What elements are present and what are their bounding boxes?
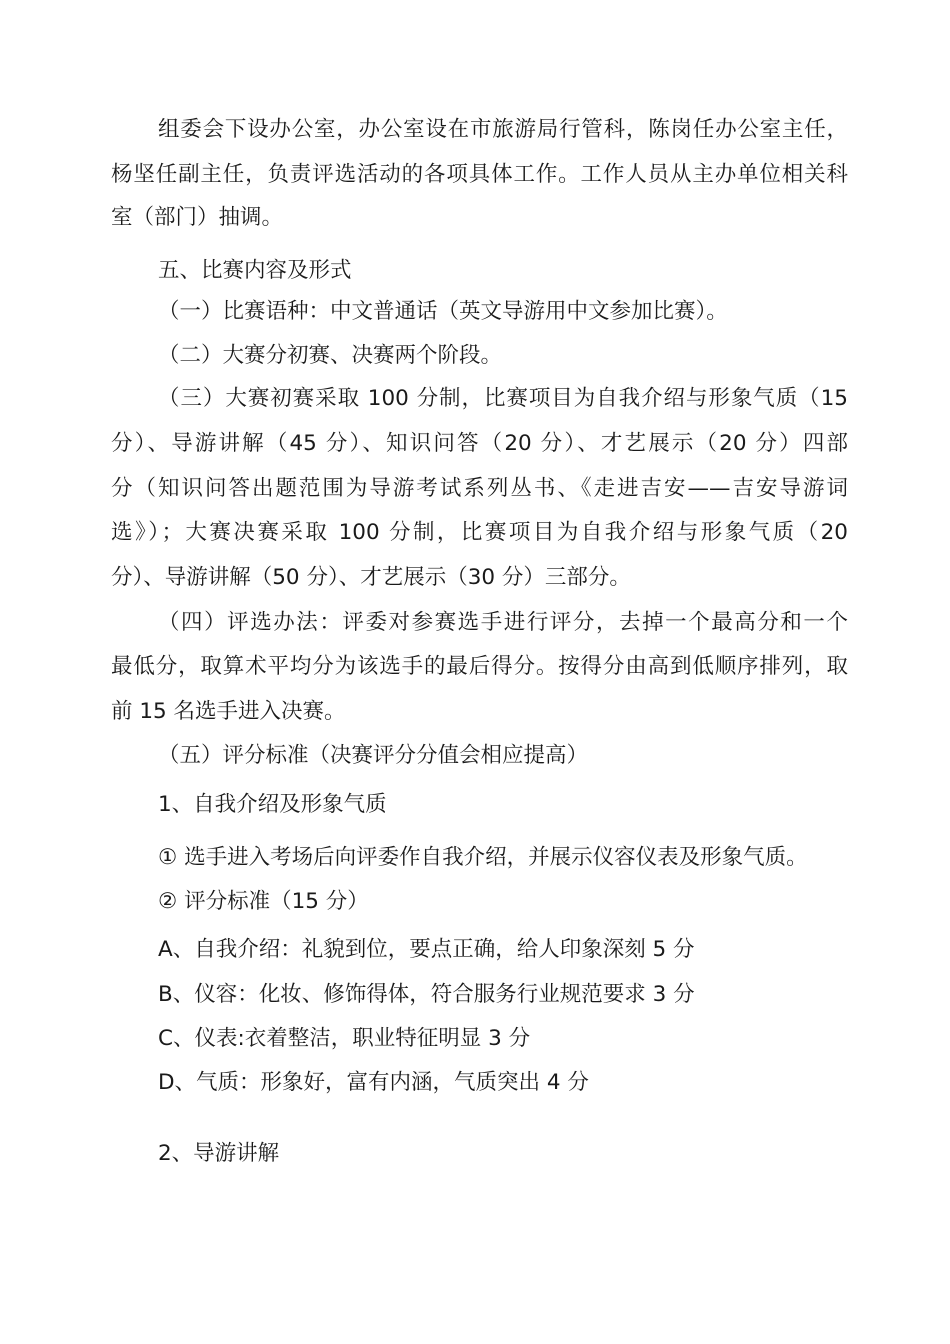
item-three-line-1: （三）大赛初赛采取 100 分制，比赛项目为自我介绍与形象气质（15 xyxy=(158,386,848,411)
section-heading-five: 五、比赛内容及形式 xyxy=(158,258,352,283)
subheading-self-intro: 1、自我介绍及形象气质 xyxy=(158,792,387,817)
criterion-c: C、仪表:衣着整洁，职业特征明显 3 分 xyxy=(158,1026,531,1051)
paragraph-office-line-2: 杨坚任副主任，负责评选活动的各项具体工作。工作人员从主办单位相关科 xyxy=(111,162,848,187)
criterion-d: D、气质：形象好，富有内涵，气质突出 4 分 xyxy=(158,1070,589,1095)
item-two-stages: （二）大赛分初赛、决赛两个阶段。 xyxy=(158,343,503,368)
item-four-line-1: （四）评选办法：评委对参赛选手进行评分，去掉一个最高分和一个 xyxy=(158,610,848,635)
paragraph-office-line-1: 组委会下设办公室，办公室设在市旅游局行管科，陈岗任办公室主任， xyxy=(158,117,848,142)
paragraph-office-line-3: 室（部门）抽调。 xyxy=(111,205,284,230)
item-three-line-4: 选》）；大赛决赛采取 100 分制，比赛项目为自我介绍与形象气质（20 xyxy=(111,520,848,545)
criterion-a: A、自我介绍：礼貌到位，要点正确，给人印象深刻 5 分 xyxy=(158,937,695,962)
point-circled-one: ① 选手进入考场后向评委作自我介绍，并展示仪容仪表及形象气质。 xyxy=(158,845,808,870)
item-three-line-3: 分（知识问答出题范围为导游考试系列丛书、《走进吉安——吉安导游词 xyxy=(111,476,848,501)
subheading-guide-explanation: 2、导游讲解 xyxy=(158,1141,280,1166)
item-five-scoring: （五）评分标准（决赛评分分值会相应提高） xyxy=(158,743,589,768)
item-three-line-2: 分）、导游讲解（45 分）、知识问答（20 分）、才艺展示（20 分）四部 xyxy=(111,431,848,456)
item-four-line-2: 最低分，取算术平均分为该选手的最后得分。按得分由高到低顺序排列，取 xyxy=(111,654,848,679)
item-one-language: （一）比赛语种：中文普通话（英文导游用中文参加比赛）。 xyxy=(158,299,728,324)
item-three-line-5: 分）、导游讲解（50 分）、才艺展示（30 分）三部分。 xyxy=(111,565,631,590)
item-four-line-3: 前 15 名选手进入决赛。 xyxy=(111,699,346,724)
point-circled-two: ② 评分标准（15 分） xyxy=(158,889,369,914)
criterion-b: B、仪容：化妆、修饰得体，符合服务行业规范要求 3 分 xyxy=(158,982,695,1007)
